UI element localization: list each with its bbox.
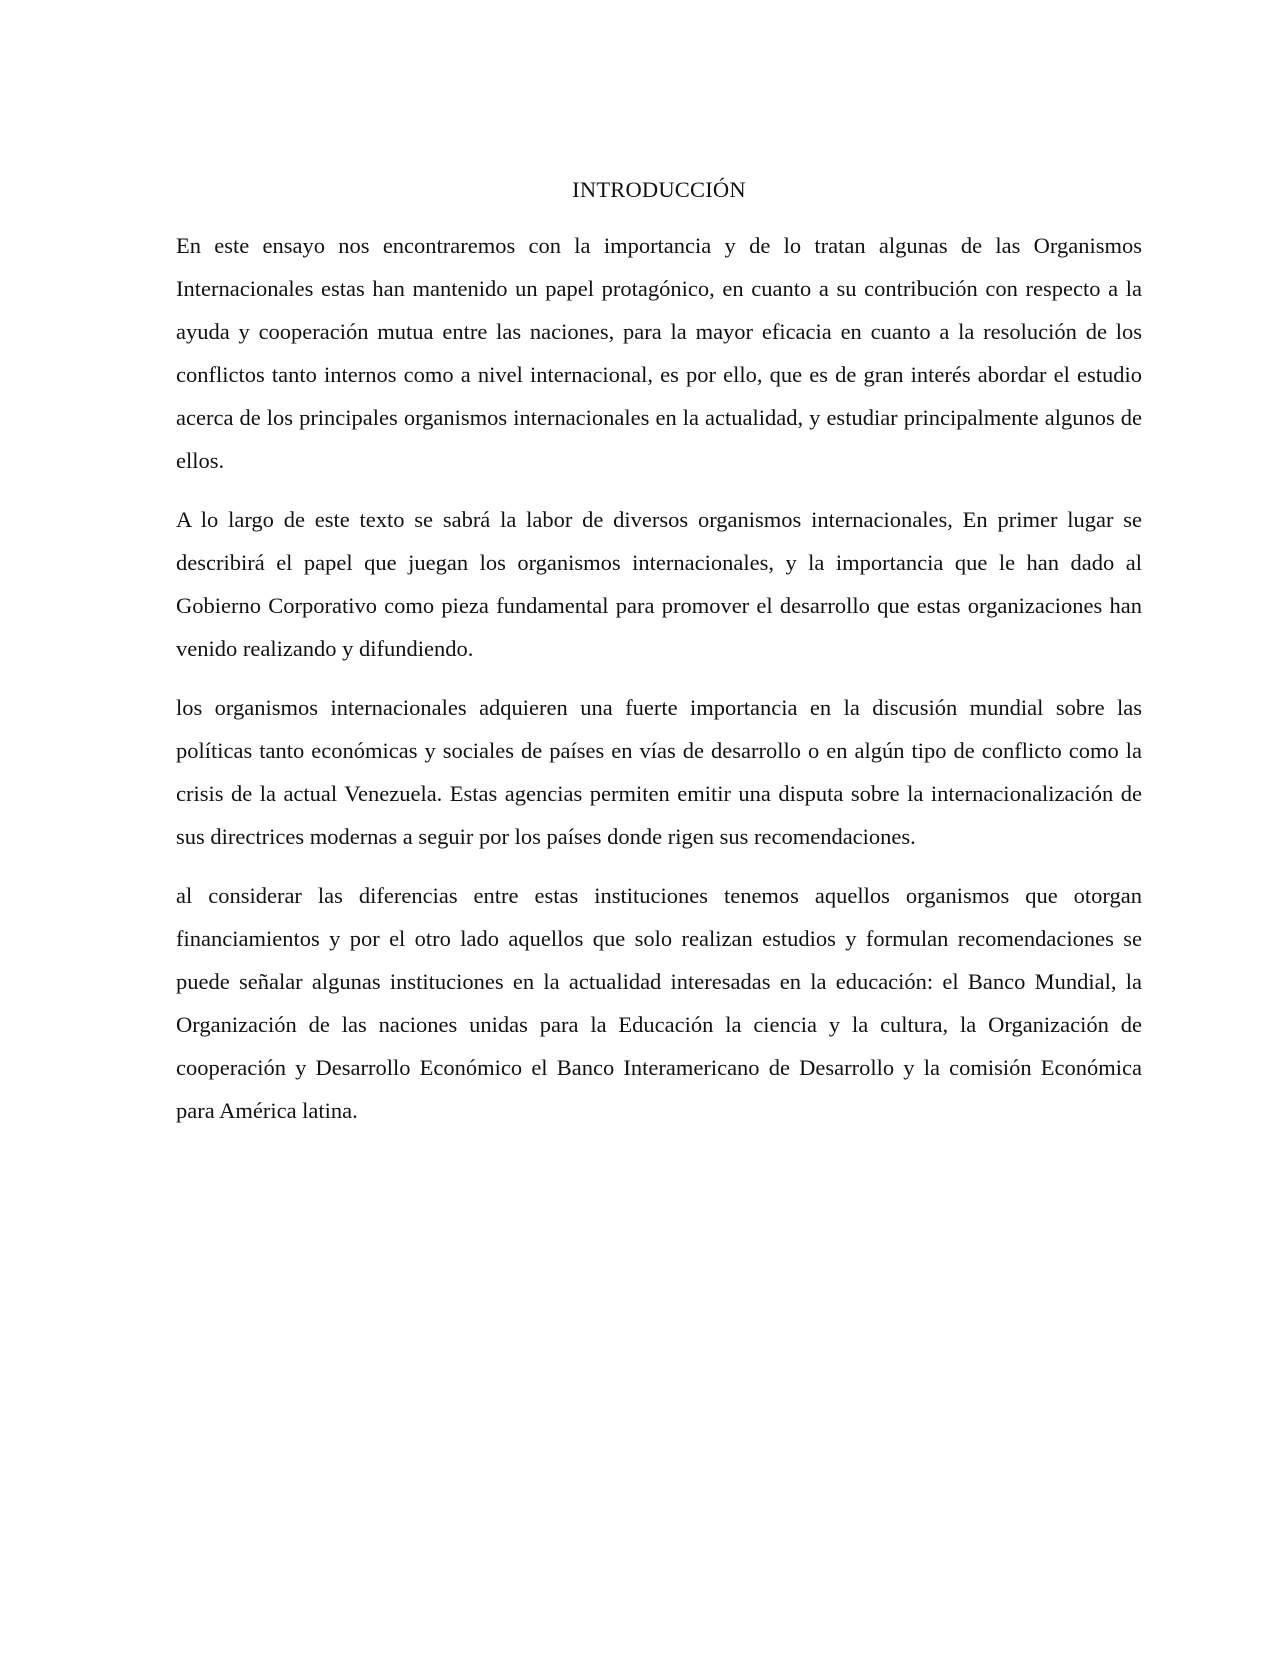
document-body xyxy=(176,168,1142,1148)
page-title: INTRODUCCIÓN xyxy=(572,177,746,202)
paragraph-1: En este ensayo nos encontraremos con la importancia y de lo tratan algunas de las Organismos Internacionales estas han mantenido un papel protagónico, en cuanto a su contribución con respecto a la ayuda y cooperación mutua entre las naciones, para la mayor eficacia en cuanto a la resolución de los conflictos tanto internos como a nivel internacional, es por ello, que es de gran interés abordar el estudio acerca de los principales organismos internacionales en la actualidad, y estudiar principalmente algunos de ellos. xyxy=(176,233,1142,473)
paragraph-4: al considerar las diferencias entre estas instituciones tenemos aquellos organismos que otorgan financiamientos y por el otro lado aquellos que solo realizan estudios y formulan recomendaciones se puede señalar algunas instituciones en la actualidad interesadas en la educación: el Banco Mundial, la Organización de las naciones unidas para la Educación la ciencia y la cultura, la Organización de cooperación y Desarrollo Económico el Banco Interamericano de Desarrollo y la comisión Económica para América latina. xyxy=(176,883,1142,1123)
paragraph-2: A lo largo de este texto se sabrá la labor de diversos organismos internacionales, En primer lugar se describirá el papel que juegan los organismos internacionales, y la importancia que le han dado al Gobierno Corporativo como pieza fundamental para promover el desarrollo que estas organizaciones han venido realizando y difundiendo. xyxy=(176,507,1142,661)
paragraph-3: los organismos internacionales adquieren una fuerte importancia en la discusión mundial sobre las políticas tanto económicas y sociales de países en vías de desarrollo o en algún tipo de conflicto como la crisis de la actual Venezuela. Estas agencias permiten emitir una disputa sobre la internacionalización de sus directrices modernas a seguir por los países donde rigen sus recomendaciones. xyxy=(176,695,1142,849)
